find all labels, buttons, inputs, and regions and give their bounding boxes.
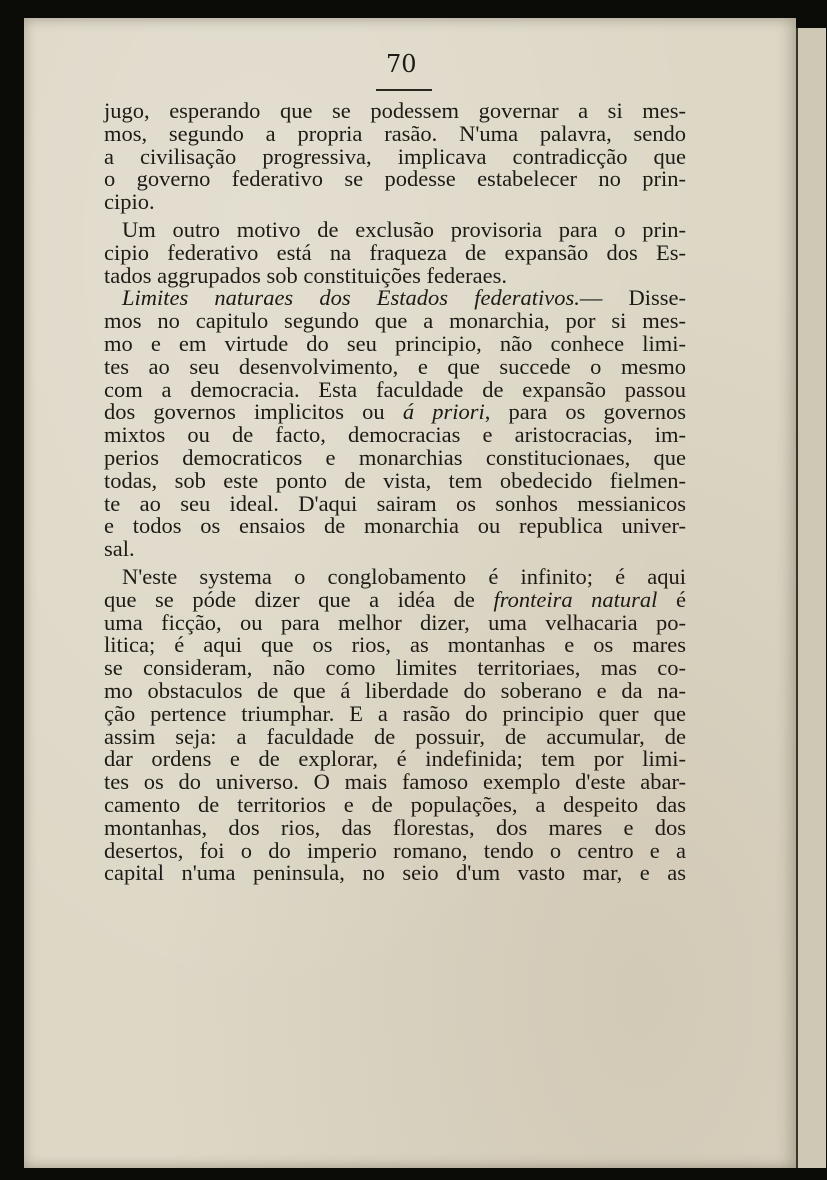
- text-line: litica; é aqui que os rios, as montanhas e os mares: [104, 632, 686, 658]
- text-line: se consideram, não como limites territoriaes, mas co-: [104, 655, 686, 681]
- text-line: tes os do universo. O mais famoso exemplo d'este abar-: [104, 769, 686, 795]
- text-line: mos no capitulo segundo que a monarchia, por si mes-: [104, 308, 686, 334]
- text-line: cipio.: [104, 189, 155, 215]
- text-line: dos governos implicitos ou á priori, para os governos: [104, 399, 686, 425]
- text-line: te ao seu ideal. D'aqui sairam os sonhos messianicos: [104, 490, 686, 516]
- text-line: mixtos ou de facto, democracias e aristocracias, im-: [104, 422, 686, 448]
- text-line: jugo, esperando que se podessem governar a si mes-: [104, 98, 686, 123]
- paragraph-start: N'este systema o conglobamento é infinito; é aqui: [122, 563, 686, 589]
- text-line: tados aggrupados sob constituições federaes.: [104, 262, 508, 288]
- text-line: desertos, foi o do imperio romano, tendo o centro e a: [104, 837, 686, 863]
- text-line: que se póde dizer que a idéa de fronteira natural é: [104, 586, 686, 612]
- text-line: o governo federativo se podesse estabelecer no prin-: [104, 166, 686, 192]
- next-page-edge: [796, 28, 826, 1168]
- page-number: 70: [386, 50, 417, 78]
- text-line: mo e em virtude do seu principio, não conhece limi-: [104, 330, 686, 356]
- paragraph-start: Limites naturaes dos Estados federativos.— Disse-: [122, 285, 686, 311]
- text-line: com a democracia. Esta faculdade de expansão passou: [104, 376, 686, 402]
- page-number-rule: [376, 89, 432, 91]
- section-heading: Limites naturaes dos Estados federativos.: [122, 285, 580, 311]
- text-line: ção pertence triumphar. E a rasão do principio quer que: [104, 700, 686, 726]
- italic-term: fronteira natural: [493, 586, 658, 612]
- text-line: tes ao seu desenvolvimento, e que succede o mesmo: [104, 353, 686, 379]
- paragraph-start: Um outro motivo de exclusão provisoria para o prin-: [122, 216, 686, 242]
- text-line: sal.: [104, 536, 135, 562]
- text-line: a civilisação progressiva, implicava contradicção que: [104, 143, 686, 169]
- text-line: cipio federativo está na fraqueza de expansão dos Es-: [104, 239, 686, 265]
- text-line: mos, segundo a propria rasão. N'uma palavra, sendo: [104, 120, 686, 146]
- text-line: e todos os ensaios de monarchia ou republica univer-: [104, 513, 686, 539]
- text-line: mo obstaculos de que á liberdade do soberano e da na-: [104, 677, 686, 703]
- text-line: dar ordens e de explorar, é indefinida; tem por limi-: [104, 746, 686, 772]
- text-line: perios democraticos e monarchias constitucionaes, que: [104, 444, 686, 470]
- body-text: [104, 100, 686, 885]
- text-line: uma ficção, ou para melhor dizer, uma velhacaria po-: [104, 609, 686, 635]
- italic-term: á priori: [402, 399, 485, 425]
- text-line: camento de territorios e de populações, a despeito das: [104, 791, 686, 817]
- text-line: capital n'uma peninsula, no seio d'um vasto mar, e as: [104, 860, 686, 886]
- text-line: montanhas, dos rios, das florestas, dos mares e dos: [104, 814, 686, 840]
- text-line: assim seja: a faculdade de possuir, de accumular, de: [104, 723, 686, 749]
- text-line: todas, sob este ponto de vista, tem obedecido fielmen-: [104, 467, 686, 493]
